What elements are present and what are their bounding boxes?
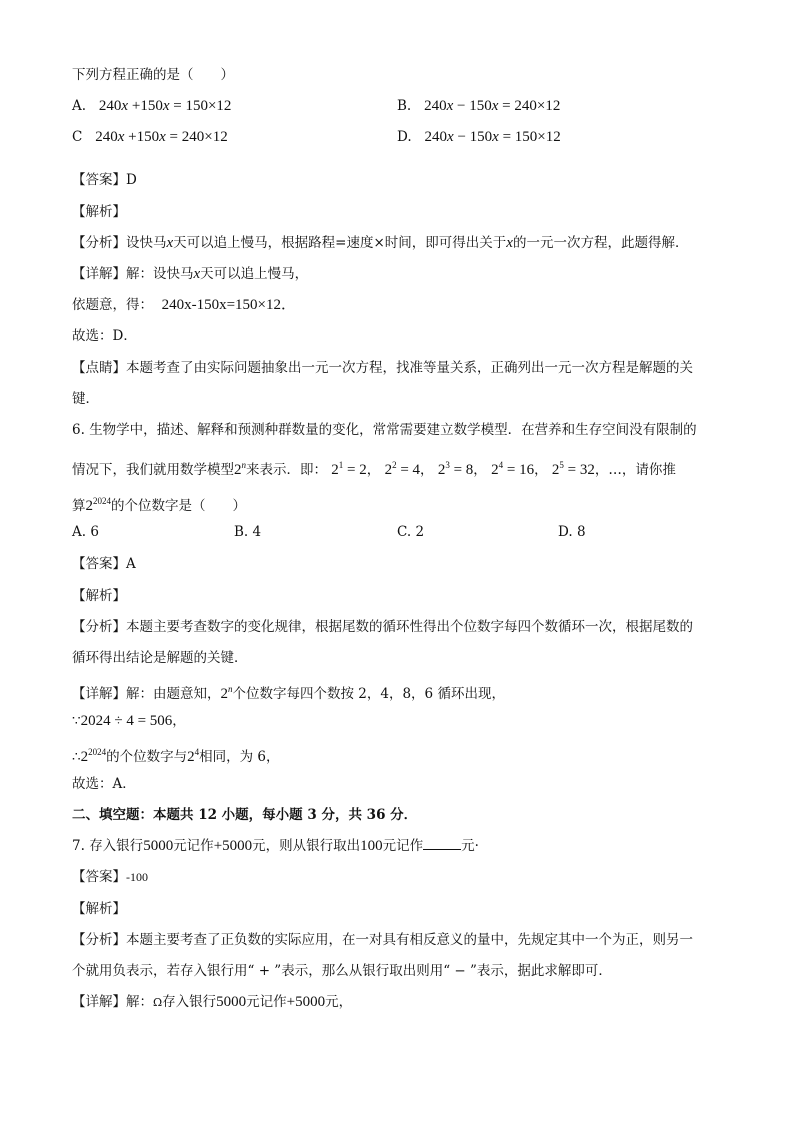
q6-option-b: B. 4 bbox=[234, 524, 262, 540]
q7-fenxi: 【分析】本题主要考查了正负数的实际应用，在一对具有相反意义的量中，先规定其中一个为正，则另一 bbox=[72, 932, 693, 948]
q5-xiangjie: 【详解】解：设快马x天可以追上慢马， bbox=[72, 266, 309, 282]
answer-blank bbox=[423, 837, 461, 850]
q5-step1: 依题意，得： 240x-150x=150×12． bbox=[72, 297, 297, 313]
q6-choose: 故选：A． bbox=[72, 776, 136, 792]
q7-xiangjie: 【详解】解：Ω存入银行5000元记作+5000元， bbox=[72, 994, 353, 1010]
q5-dianjing: 【点睛】本题考查了由实际问题抽象出一元一次方程，找准等量关系，正确列出一元一次方程是解题的关 bbox=[72, 360, 693, 376]
q5-answer: 【答案】D bbox=[72, 172, 137, 188]
section-title: 二、填空题：本题共 12 小题，每小题 3 分，共 36 分． bbox=[72, 807, 418, 823]
q7-answer: 【答案】-100 bbox=[72, 869, 148, 885]
q5-fenxi: 【分析】设快马x天可以追上慢马，根据路程=速度×时间，即可得出关于x的一元一次方程，此题得解． bbox=[72, 235, 689, 251]
q6-option-c: C. 2 bbox=[397, 524, 425, 540]
q5-analysis-tag: 【解析】 bbox=[72, 204, 126, 220]
q6-fenxi: 【分析】本题主要考查数字的变化规律，根据尾数的循环性得出个位数字每四个数循环一次，根据尾数的 bbox=[72, 619, 693, 635]
q6-fenxi-cont: 循环得出结论是解题的关键． bbox=[72, 650, 248, 666]
q5-option-c: C 240x +150x = 240×12 bbox=[72, 129, 228, 145]
q6-answer: 【答案】A bbox=[72, 556, 136, 572]
q6-option-a: A. 6 bbox=[72, 524, 99, 540]
q5-option-b: B. 240x − 150x = 240×12 bbox=[397, 98, 561, 114]
q6-stem-line2: 情况下，我们就用数学模型2$^n$来表示．即： $2^1 = 2$， $2^2 = 4$， $2^3 = 8$， $2^4 = 16$， $2^5 = 32$，…，请你推 bbox=[72, 460, 676, 478]
q6-because: ∵2024 ÷ 4 = 506， bbox=[72, 713, 186, 729]
q7-fenxi-cont: 个就用负表示，若存入银行用“ + ”表示，那么从银行取出则用“ − ”表示，据此求解即可． bbox=[72, 963, 612, 979]
q7-stem: 7. 存入银行5000元记作+5000元，则从银行取出100元记作 元· bbox=[72, 838, 479, 854]
q5-option-d: D. 240x − 150x = 150×12 bbox=[397, 129, 561, 145]
q5-stem: 下列方程正确的是（ ） bbox=[72, 67, 234, 83]
q5-step2: 故选：D． bbox=[72, 328, 137, 344]
q5-dianjing-cont: 键． bbox=[72, 391, 99, 407]
q5-option-a: A. 240x +150x = 150×12 bbox=[72, 98, 232, 114]
q6-option-d: D. 8 bbox=[558, 524, 586, 540]
q6-analysis-tag: 【解析】 bbox=[72, 588, 126, 604]
q6-xiangjie: 【详解】解：由题意知，2$^n$个位数字每四个数按 2，4，8，6 循环出现， bbox=[72, 684, 505, 702]
q6-stem-line1: 6. 生物学中，描述、解释和预测种群数量的变化，常常需要建立数学模型．在营养和生存空间没有限制的 bbox=[72, 422, 697, 438]
q7-analysis-tag: 【解析】 bbox=[72, 901, 126, 917]
q6-therefore: $\therefore 2^{2024}$的个位数字与$2^4$相同，为 6， bbox=[72, 747, 280, 765]
q6-stem-line3: 算$2^{2024}$的个位数字是（ ） bbox=[72, 496, 246, 514]
